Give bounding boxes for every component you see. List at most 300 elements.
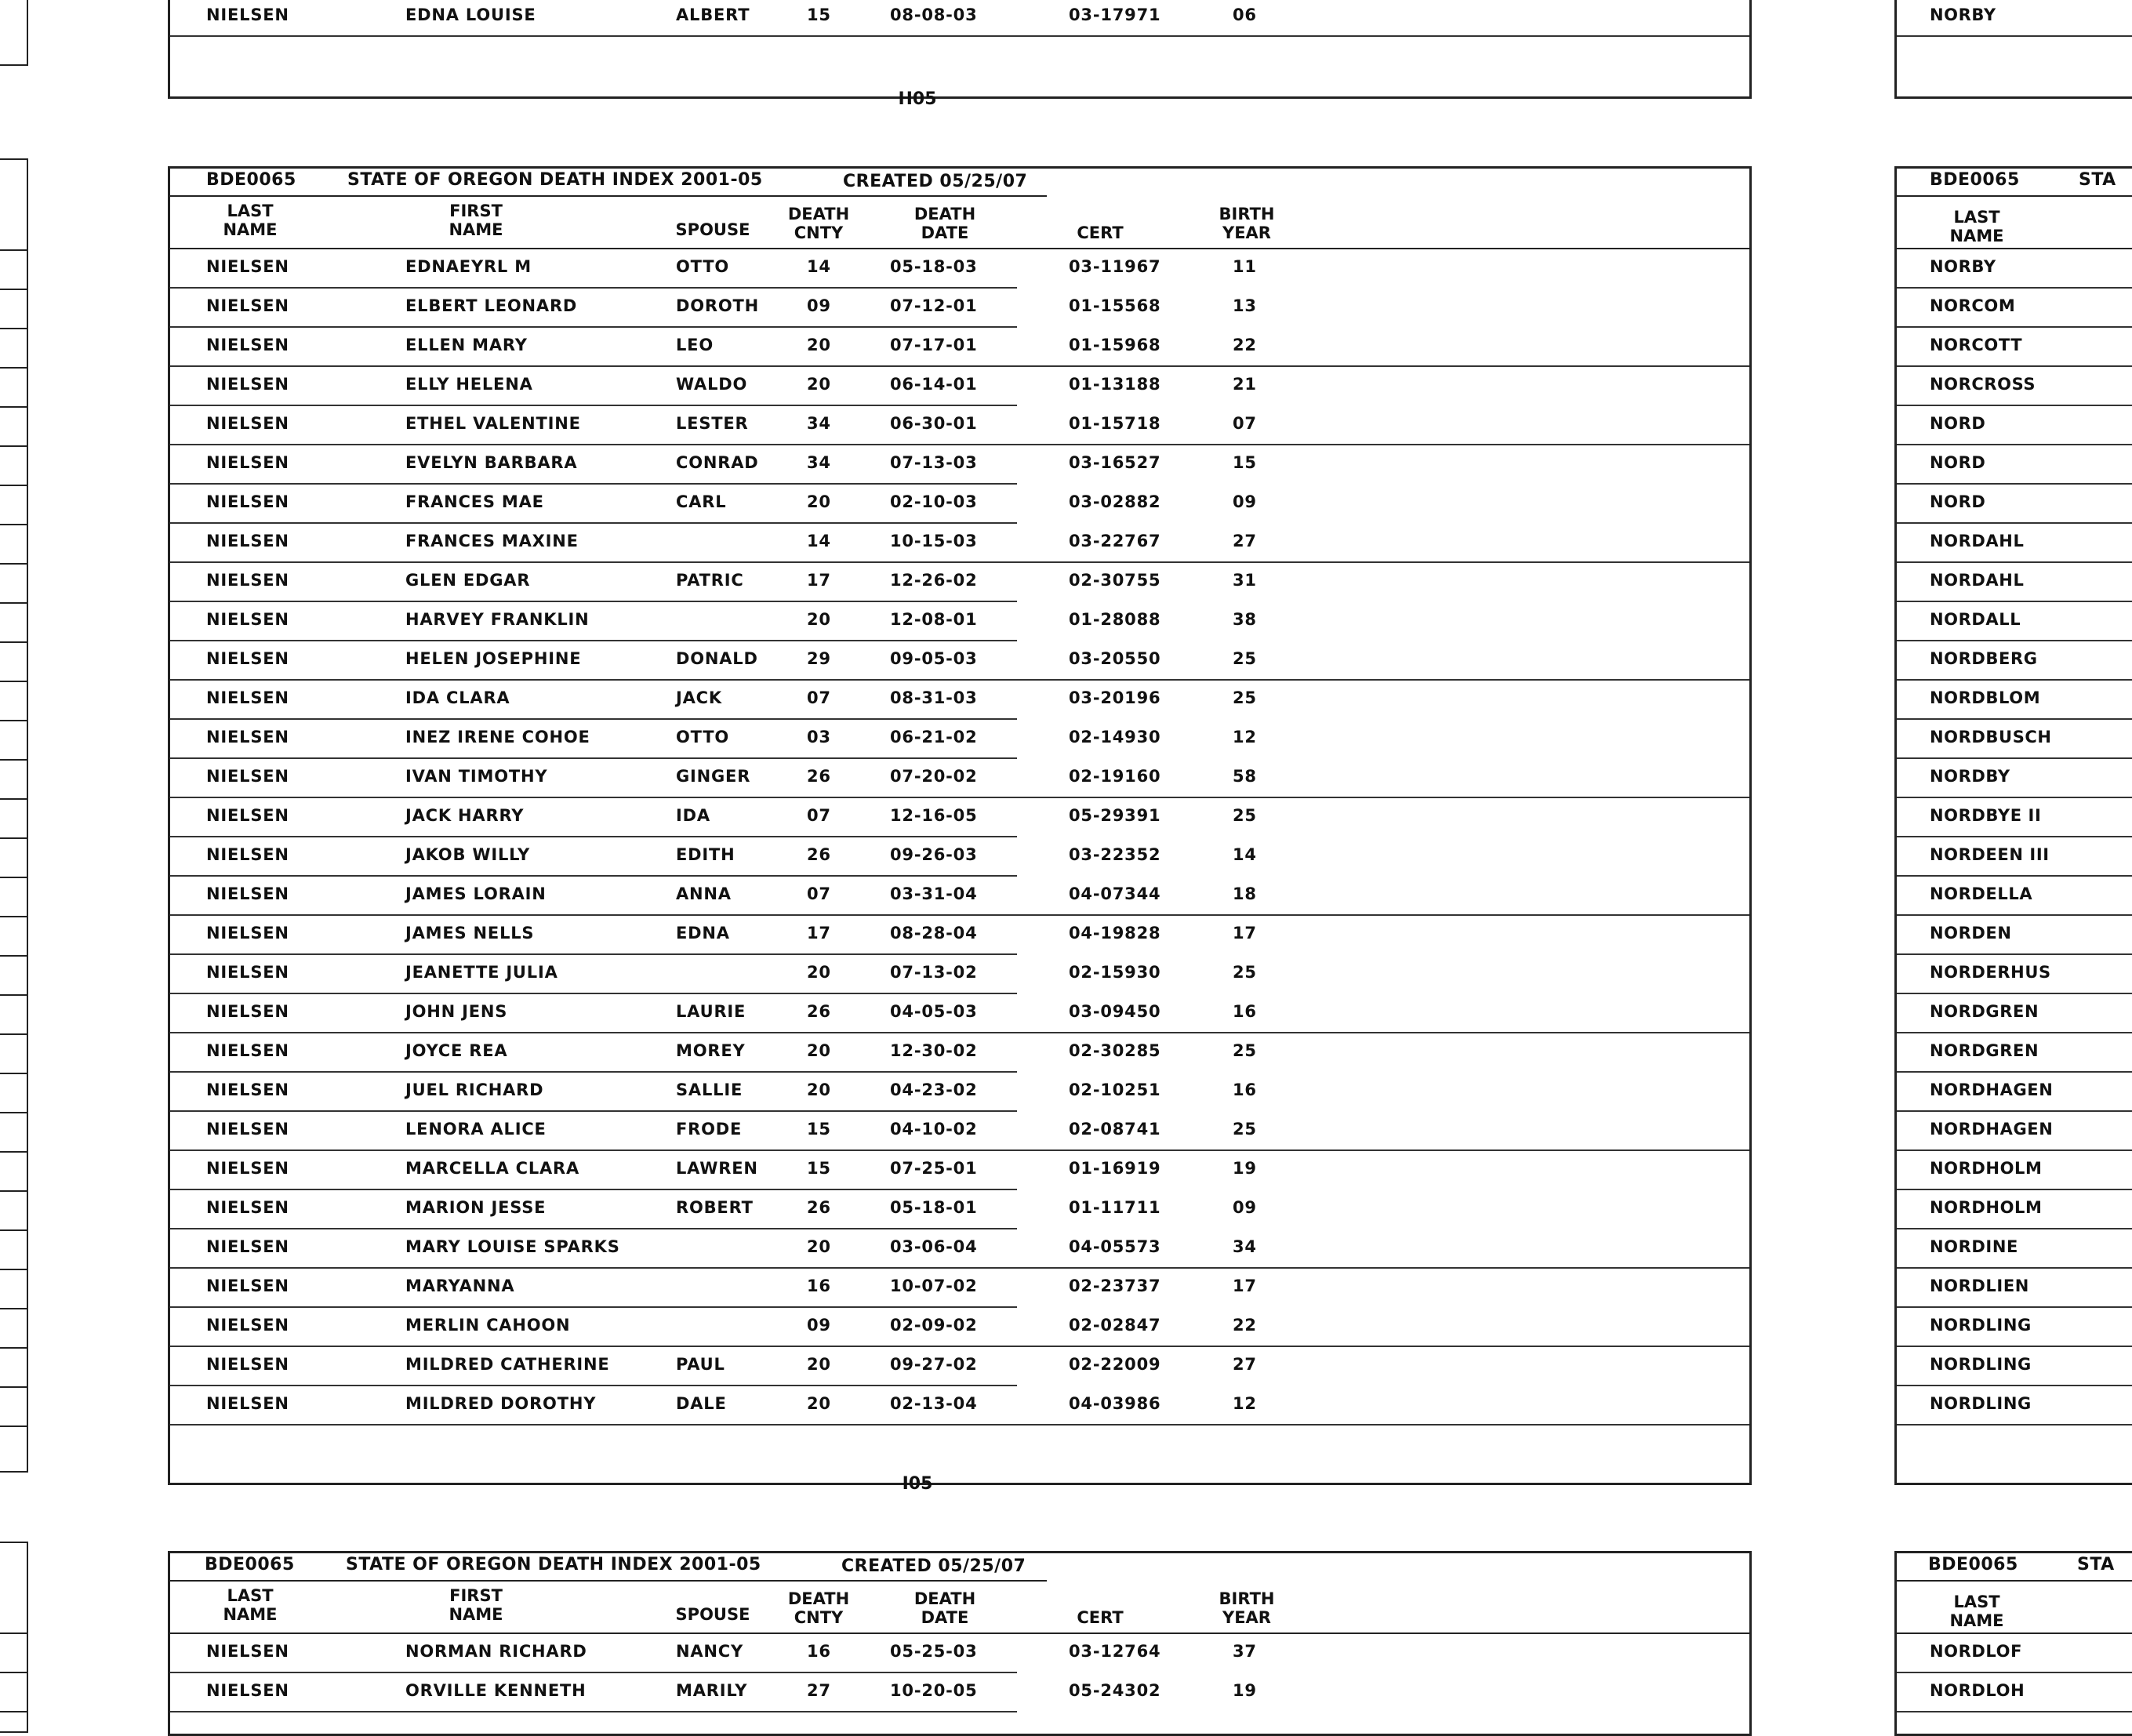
right-last-name-cell: NORCROSS (1930, 375, 2036, 394)
right-table-row (1897, 759, 2132, 798)
spouse-cell: EDITH (676, 845, 735, 864)
right-table-row (1897, 1073, 2132, 1112)
county-cell: 20 (807, 492, 831, 511)
right-last-name-cell: NORDHAGEN (1930, 1120, 2054, 1139)
death-date-cell: 09-05-03 (890, 649, 978, 668)
spouse-cell: FRODE (676, 1120, 743, 1139)
last-name-cell: NIELSEN (206, 1041, 289, 1060)
right-table-row (1897, 877, 2132, 916)
cert-cell: 03-02882 (1069, 492, 1161, 511)
spouse-cell: JACK (676, 688, 722, 707)
county-cell: 15 (807, 1120, 831, 1139)
right-table-row (1897, 0, 2132, 37)
death-date-cell: 07-12-01 (890, 296, 978, 315)
right-table-row (1897, 328, 2132, 367)
last-name-cell: NIELSEN (206, 1120, 289, 1139)
death-date-cell: 02-13-04 (890, 1394, 978, 1413)
col-death-date-bottom: DEATH DATE (913, 1589, 976, 1627)
county-cell: 17 (807, 924, 831, 942)
right-col-last-name: LAST NAME (1949, 208, 2004, 245)
right-report-code: BDE0065 (1930, 170, 2020, 190)
table-row (170, 1673, 1749, 1712)
col-last-name: LAST NAME (223, 202, 278, 239)
county-cell: 20 (807, 963, 831, 982)
birth-year-cell: 22 (1233, 1316, 1257, 1335)
right-last-name-cell: NORDAHL (1930, 571, 2025, 590)
right-header-rule-bottom (1897, 1580, 2132, 1582)
col-spouse: SPOUSE (675, 220, 750, 239)
death-date-cell: 04-05-03 (890, 1002, 978, 1021)
right-table-row (1897, 524, 2132, 563)
col-death-county-bottom: DEATH CNTY (787, 1589, 850, 1627)
left-edge-tick (0, 641, 27, 643)
cert-cell: 03-17971 (1069, 5, 1161, 24)
cert-cell: 01-16919 (1069, 1159, 1161, 1178)
county-cell: 07 (807, 688, 831, 707)
county-cell: 29 (807, 649, 831, 668)
birth-year-cell: 15 (1233, 453, 1257, 472)
death-date-cell: 06-21-02 (890, 728, 978, 746)
table-row (170, 249, 1749, 289)
county-cell: 26 (807, 1002, 831, 1021)
last-name-cell: NIELSEN (206, 884, 289, 903)
right-table-row (1897, 485, 2132, 524)
birth-year-cell: 11 (1233, 257, 1257, 276)
left-edge-tick (0, 994, 27, 996)
county-cell: 17 (807, 571, 831, 590)
table-row (170, 524, 1749, 563)
cert-cell: 02-15930 (1069, 963, 1161, 982)
county-cell: 26 (807, 767, 831, 786)
last-name-cell: NIELSEN (206, 963, 289, 982)
birth-year-cell: 25 (1233, 963, 1257, 982)
county-cell: 14 (807, 257, 831, 276)
county-cell: 20 (807, 1041, 831, 1060)
last-name-cell: NIELSEN (206, 1198, 289, 1217)
spouse-cell: LAURIE (676, 1002, 746, 1021)
birth-year-cell: 18 (1233, 884, 1257, 903)
col-death-date: DEATH DATE (913, 205, 976, 242)
death-date-cell: 09-26-03 (890, 845, 978, 864)
first-name-cell: JOHN JENS (405, 1002, 508, 1021)
right-table-row (1897, 1673, 2132, 1712)
left-edge-tick (0, 1308, 27, 1309)
right-table-row (1897, 602, 2132, 641)
first-name-cell: INEZ IRENE COHOE (405, 728, 590, 746)
county-cell: 15 (807, 5, 831, 24)
table-row (170, 1151, 1749, 1190)
left-edge-tick (0, 681, 27, 682)
birth-year-cell: 21 (1233, 375, 1257, 394)
right-table-row (1897, 1386, 2132, 1425)
right-table-row (1897, 289, 2132, 328)
death-date-cell: 06-14-01 (890, 375, 978, 394)
right-table-row (1897, 1033, 2132, 1073)
birth-year-cell: 13 (1233, 296, 1257, 315)
spouse-cell: PAUL (676, 1355, 725, 1374)
col-birth-year-bottom: BIRTH YEAR (1219, 1589, 1275, 1627)
right-last-name-cell: NORDGREN (1930, 1041, 2039, 1060)
county-cell: 26 (807, 845, 831, 864)
birth-year-cell: 07 (1233, 414, 1257, 433)
first-name-cell: HARVEY FRANKLIN (405, 610, 590, 629)
left-edge-tick (0, 1033, 27, 1035)
report-title: STATE OF OREGON DEATH INDEX 2001-05 (347, 170, 763, 190)
first-name-cell: MERLIN CAHOON (405, 1316, 571, 1335)
birth-year-cell: 17 (1233, 924, 1257, 942)
right-last-name-cell: NORDBERG (1930, 649, 2038, 668)
cert-cell: 04-07344 (1069, 884, 1161, 903)
table-row (170, 485, 1749, 524)
right-report-code-bottom: BDE0065 (1928, 1555, 2018, 1574)
birth-year-cell: 12 (1233, 728, 1257, 746)
spouse-cell: LESTER (676, 414, 749, 433)
col-spouse-bottom: SPOUSE (675, 1605, 750, 1624)
birth-year-cell: 27 (1233, 532, 1257, 550)
county-cell: 16 (807, 1642, 831, 1661)
left-panel-edge-top (0, 0, 28, 66)
first-name-cell: MARYANNA (405, 1277, 515, 1295)
death-date-cell: 05-18-01 (890, 1198, 978, 1217)
spouse-cell: IDA (676, 806, 710, 825)
left-panel-edge-middle (0, 158, 28, 1473)
death-date-cell: 10-20-05 (890, 1681, 978, 1700)
first-name-cell: ELLEN MARY (405, 336, 528, 354)
right-last-name-cell: NORDHOLM (1930, 1198, 2043, 1217)
cert-cell: 03-22767 (1069, 532, 1161, 550)
death-date-cell: 07-13-02 (890, 963, 978, 982)
left-edge-tick (0, 367, 27, 369)
county-cell: 09 (807, 296, 831, 315)
right-last-name-cell: NORDERHUS (1930, 963, 2051, 982)
first-name-cell: MARION JESSE (405, 1198, 547, 1217)
spouse-cell: EDNA (676, 924, 730, 942)
spouse-cell: DOROTH (676, 296, 760, 315)
county-cell: 14 (807, 532, 831, 550)
last-name-cell: NIELSEN (206, 1316, 289, 1335)
death-date-cell: 07-20-02 (890, 767, 978, 786)
right-last-name-cell: NORDAHL (1930, 532, 2025, 550)
cert-cell: 04-03986 (1069, 1394, 1161, 1413)
last-name-cell: NIELSEN (206, 1237, 289, 1256)
table-row (170, 445, 1749, 485)
left-edge-tick (0, 1386, 27, 1388)
right-report-title-fragment: STA (2079, 170, 2116, 190)
death-date-cell: 08-28-04 (890, 924, 978, 942)
birth-year-cell: 25 (1233, 649, 1257, 668)
cert-cell: 03-09450 (1069, 1002, 1161, 1021)
first-name-cell: FRANCES MAE (405, 492, 544, 511)
spouse-cell: ROBERT (676, 1198, 754, 1217)
death-date-cell: 07-17-01 (890, 336, 978, 354)
birth-year-cell: 09 (1233, 1198, 1257, 1217)
right-last-name-cell: NORDGREN (1930, 1002, 2039, 1021)
county-cell: 34 (807, 453, 831, 472)
right-table-row (1897, 406, 2132, 445)
birth-year-cell: 34 (1233, 1237, 1257, 1256)
right-table-row (1897, 563, 2132, 602)
cert-cell: 04-05573 (1069, 1237, 1161, 1256)
cert-cell: 01-11711 (1069, 1198, 1161, 1217)
first-name-cell: ETHEL VALENTINE (405, 414, 581, 433)
first-name-cell: JUEL RICHARD (405, 1080, 544, 1099)
last-name-cell: NIELSEN (206, 453, 289, 472)
county-cell: 20 (807, 1394, 831, 1413)
table-row (170, 328, 1749, 367)
created-date-bottom: CREATED 05/25/07 (841, 1556, 1026, 1576)
table-row (170, 0, 1749, 37)
card-label-i05: I05 (902, 1474, 933, 1494)
first-name-cell: JAKOB WILLY (405, 845, 531, 864)
spouse-cell: NANCY (676, 1642, 744, 1661)
left-edge-tick (0, 602, 27, 604)
right-col-last-name-bottom: LAST NAME (1949, 1593, 2004, 1630)
spouse-cell: DALE (676, 1394, 727, 1413)
right-last-name-cell: NORD (1930, 414, 1986, 433)
first-name-cell: IDA CLARA (405, 688, 510, 707)
col-cert: CERT (1077, 223, 1124, 242)
table-row (170, 406, 1749, 445)
first-name-cell: ELBERT LEONARD (405, 296, 578, 315)
death-date-cell: 03-06-04 (890, 1237, 978, 1256)
right-last-name-cell: NORDBY (1930, 767, 2010, 786)
right-last-name-cell: NORDLING (1930, 1355, 2032, 1374)
last-name-cell: NIELSEN (206, 571, 289, 590)
spouse-cell: LEO (676, 336, 714, 354)
birth-year-cell: 31 (1233, 571, 1257, 590)
table-row (170, 563, 1749, 602)
table-row (170, 837, 1749, 877)
right-last-name-cell: NORD (1930, 492, 1986, 511)
right-table-row (1897, 1190, 2132, 1229)
death-date-cell: 08-31-03 (890, 688, 978, 707)
right-last-name-cell: NORDEEN III (1930, 845, 2050, 864)
birth-year-cell: 38 (1233, 610, 1257, 629)
last-name-cell: NIELSEN (206, 924, 289, 942)
birth-year-cell: 17 (1233, 1277, 1257, 1295)
table-row (170, 1269, 1749, 1308)
first-name-cell: MILDRED CATHERINE (405, 1355, 610, 1374)
last-name-cell: NIELSEN (206, 767, 289, 786)
right-last-name-cell: NORDALL (1930, 610, 2021, 629)
spouse-cell: CONRAD (676, 453, 759, 472)
cert-cell: 03-20196 (1069, 688, 1161, 707)
spouse-cell: ANNA (676, 884, 732, 903)
last-name-cell: NIELSEN (206, 1002, 289, 1021)
spouse-cell: MOREY (676, 1041, 746, 1060)
table-row (170, 1112, 1749, 1151)
birth-year-cell: 06 (1233, 5, 1257, 24)
left-edge-tick (0, 1112, 27, 1113)
first-name-cell: FRANCES MAXINE (405, 532, 579, 550)
table-row (170, 367, 1749, 406)
spouse-cell: DONALD (676, 649, 758, 668)
table-row (170, 1190, 1749, 1229)
right-last-name-cell: NORBY (1930, 5, 1996, 24)
left-edge-tick (0, 1425, 27, 1427)
cert-cell: 02-23737 (1069, 1277, 1161, 1295)
cert-cell: 02-30285 (1069, 1041, 1161, 1060)
left-edge-tick (0, 1190, 27, 1192)
birth-year-cell: 19 (1233, 1681, 1257, 1700)
right-last-name-cell: NORCOM (1930, 296, 2016, 315)
spouse-cell: OTTO (676, 728, 730, 746)
last-name-cell: NIELSEN (206, 257, 289, 276)
table-row (170, 955, 1749, 994)
right-table-row (1897, 641, 2132, 681)
top-index-card (168, 0, 1752, 99)
death-date-cell: 07-13-03 (890, 453, 978, 472)
right-main-card (1894, 166, 2132, 1485)
cert-cell: 02-14930 (1069, 728, 1161, 746)
right-last-name-cell: NORDLING (1930, 1394, 2032, 1413)
birth-year-cell: 25 (1233, 1041, 1257, 1060)
birth-year-cell: 16 (1233, 1080, 1257, 1099)
right-table-row (1897, 1634, 2132, 1673)
col-cert-bottom: CERT (1077, 1608, 1124, 1627)
cert-cell: 01-28088 (1069, 610, 1161, 629)
col-death-county: DEATH CNTY (787, 205, 850, 242)
left-edge-tick (0, 1073, 27, 1074)
first-name-cell: JAMES LORAIN (405, 884, 547, 903)
right-top-card (1894, 0, 2132, 99)
first-name-cell: EVELYN BARBARA (405, 453, 578, 472)
death-date-cell: 12-30-02 (890, 1041, 978, 1060)
last-name-cell: NIELSEN (206, 492, 289, 511)
cert-cell: 02-10251 (1069, 1080, 1161, 1099)
report-code-bottom: BDE0065 (205, 1555, 295, 1574)
last-name-cell: NIELSEN (206, 296, 289, 315)
county-cell: 20 (807, 610, 831, 629)
birth-year-cell: 58 (1233, 767, 1257, 786)
right-table-row (1897, 249, 2132, 289)
right-bottom-card (1894, 1551, 2132, 1736)
table-row (170, 720, 1749, 759)
birth-year-cell: 09 (1233, 492, 1257, 511)
cert-cell: 03-11967 (1069, 257, 1161, 276)
left-edge-tick (0, 1151, 27, 1153)
last-name-cell: NIELSEN (206, 1355, 289, 1374)
first-name-cell: HELEN JOSEPHINE (405, 649, 582, 668)
right-table-row (1897, 1347, 2132, 1386)
spouse-cell: MARILY (676, 1681, 748, 1700)
birth-year-cell: 37 (1233, 1642, 1257, 1661)
county-cell: 20 (807, 375, 831, 394)
last-name-cell: NIELSEN (206, 1277, 289, 1295)
death-date-cell: 09-27-02 (890, 1355, 978, 1374)
last-name-cell: NIELSEN (206, 336, 289, 354)
death-date-cell: 02-09-02 (890, 1316, 978, 1335)
right-table-row (1897, 681, 2132, 720)
death-date-cell: 03-31-04 (890, 884, 978, 903)
birth-year-cell: 14 (1233, 845, 1257, 864)
cert-cell: 02-02847 (1069, 1316, 1161, 1335)
left-edge-tick (0, 837, 27, 839)
table-row (170, 916, 1749, 955)
created-date: CREATED 05/25/07 (843, 172, 1028, 191)
last-name-cell: NIELSEN (206, 1394, 289, 1413)
cert-cell: 05-24302 (1069, 1681, 1161, 1700)
right-last-name-cell: NORCOTT (1930, 336, 2023, 354)
left-edge-tick (0, 289, 27, 290)
cert-cell: 01-15968 (1069, 336, 1161, 354)
cert-cell: 01-13188 (1069, 375, 1161, 394)
spouse-cell: PATRIC (676, 571, 744, 590)
col-first-name-bottom: FIRST NAME (449, 1586, 503, 1624)
left-panel-edge-bottom (0, 1542, 28, 1733)
first-name-cell: JEANETTE JULIA (405, 963, 558, 982)
last-name-cell: NIELSEN (206, 806, 289, 825)
last-name-cell: NIELSEN (206, 728, 289, 746)
right-last-name-cell: NORDHAGEN (1930, 1080, 2054, 1099)
birth-year-cell: 16 (1233, 1002, 1257, 1021)
cert-cell: 02-22009 (1069, 1355, 1161, 1374)
right-last-name-cell: NORDEN (1930, 924, 2012, 942)
left-edge-tick (0, 759, 27, 761)
left-edge-tick (0, 1711, 27, 1712)
col-last-name-bottom: LAST NAME (223, 1586, 278, 1624)
county-cell: 34 (807, 414, 831, 433)
first-name-cell: IVAN TIMOTHY (405, 767, 548, 786)
death-date-cell: 10-15-03 (890, 532, 978, 550)
first-name-cell: ELLY HELENA (405, 375, 533, 394)
right-last-name-cell: NORDHOLM (1930, 1159, 2043, 1178)
left-edge-tick (0, 877, 27, 878)
left-edge-tick (0, 1229, 27, 1231)
table-row (170, 602, 1749, 641)
first-name-cell: GLEN EDGAR (405, 571, 531, 590)
cert-cell: 03-20550 (1069, 649, 1161, 668)
table-row (170, 994, 1749, 1033)
death-date-cell: 04-10-02 (890, 1120, 978, 1139)
right-table-row (1897, 720, 2132, 759)
county-cell: 07 (807, 806, 831, 825)
cert-cell: 01-15718 (1069, 414, 1161, 433)
cert-cell: 03-22352 (1069, 845, 1161, 864)
right-last-name-cell: NORDLOF (1930, 1642, 2023, 1661)
cert-cell: 03-12764 (1069, 1642, 1161, 1661)
report-title-bottom: STATE OF OREGON DEATH INDEX 2001-05 (346, 1555, 761, 1574)
spouse-cell: WALDO (676, 375, 748, 394)
left-edge-tick (0, 798, 27, 800)
birth-year-cell: 12 (1233, 1394, 1257, 1413)
right-last-name-cell: NORDBLOM (1930, 688, 2041, 707)
right-table-row (1897, 837, 2132, 877)
death-date-cell: 02-10-03 (890, 492, 978, 511)
right-last-name-cell: NORDELLA (1930, 884, 2033, 903)
county-cell: 03 (807, 728, 831, 746)
left-edge-tick (0, 485, 27, 486)
death-date-cell: 12-08-01 (890, 610, 978, 629)
left-edge-tick (0, 720, 27, 721)
first-name-cell: JAMES NELLS (405, 924, 535, 942)
spouse-cell: CARL (676, 492, 727, 511)
right-last-name-cell: NORDINE (1930, 1237, 2018, 1256)
birth-year-cell: 25 (1233, 1120, 1257, 1139)
right-table-row (1897, 1269, 2132, 1308)
last-name-cell: NIELSEN (206, 1642, 289, 1661)
last-name-cell: NIELSEN (206, 1080, 289, 1099)
death-date-cell: 08-08-03 (890, 5, 978, 24)
first-name-cell: ORVILLE KENNETH (405, 1681, 587, 1700)
first-name-cell: LENORA ALICE (405, 1120, 547, 1139)
birth-year-cell: 27 (1233, 1355, 1257, 1374)
table-row (170, 877, 1749, 916)
last-name-cell: NIELSEN (206, 688, 289, 707)
right-table-row (1897, 798, 2132, 837)
death-date-cell: 06-30-01 (890, 414, 978, 433)
spouse-cell: OTTO (676, 257, 730, 276)
